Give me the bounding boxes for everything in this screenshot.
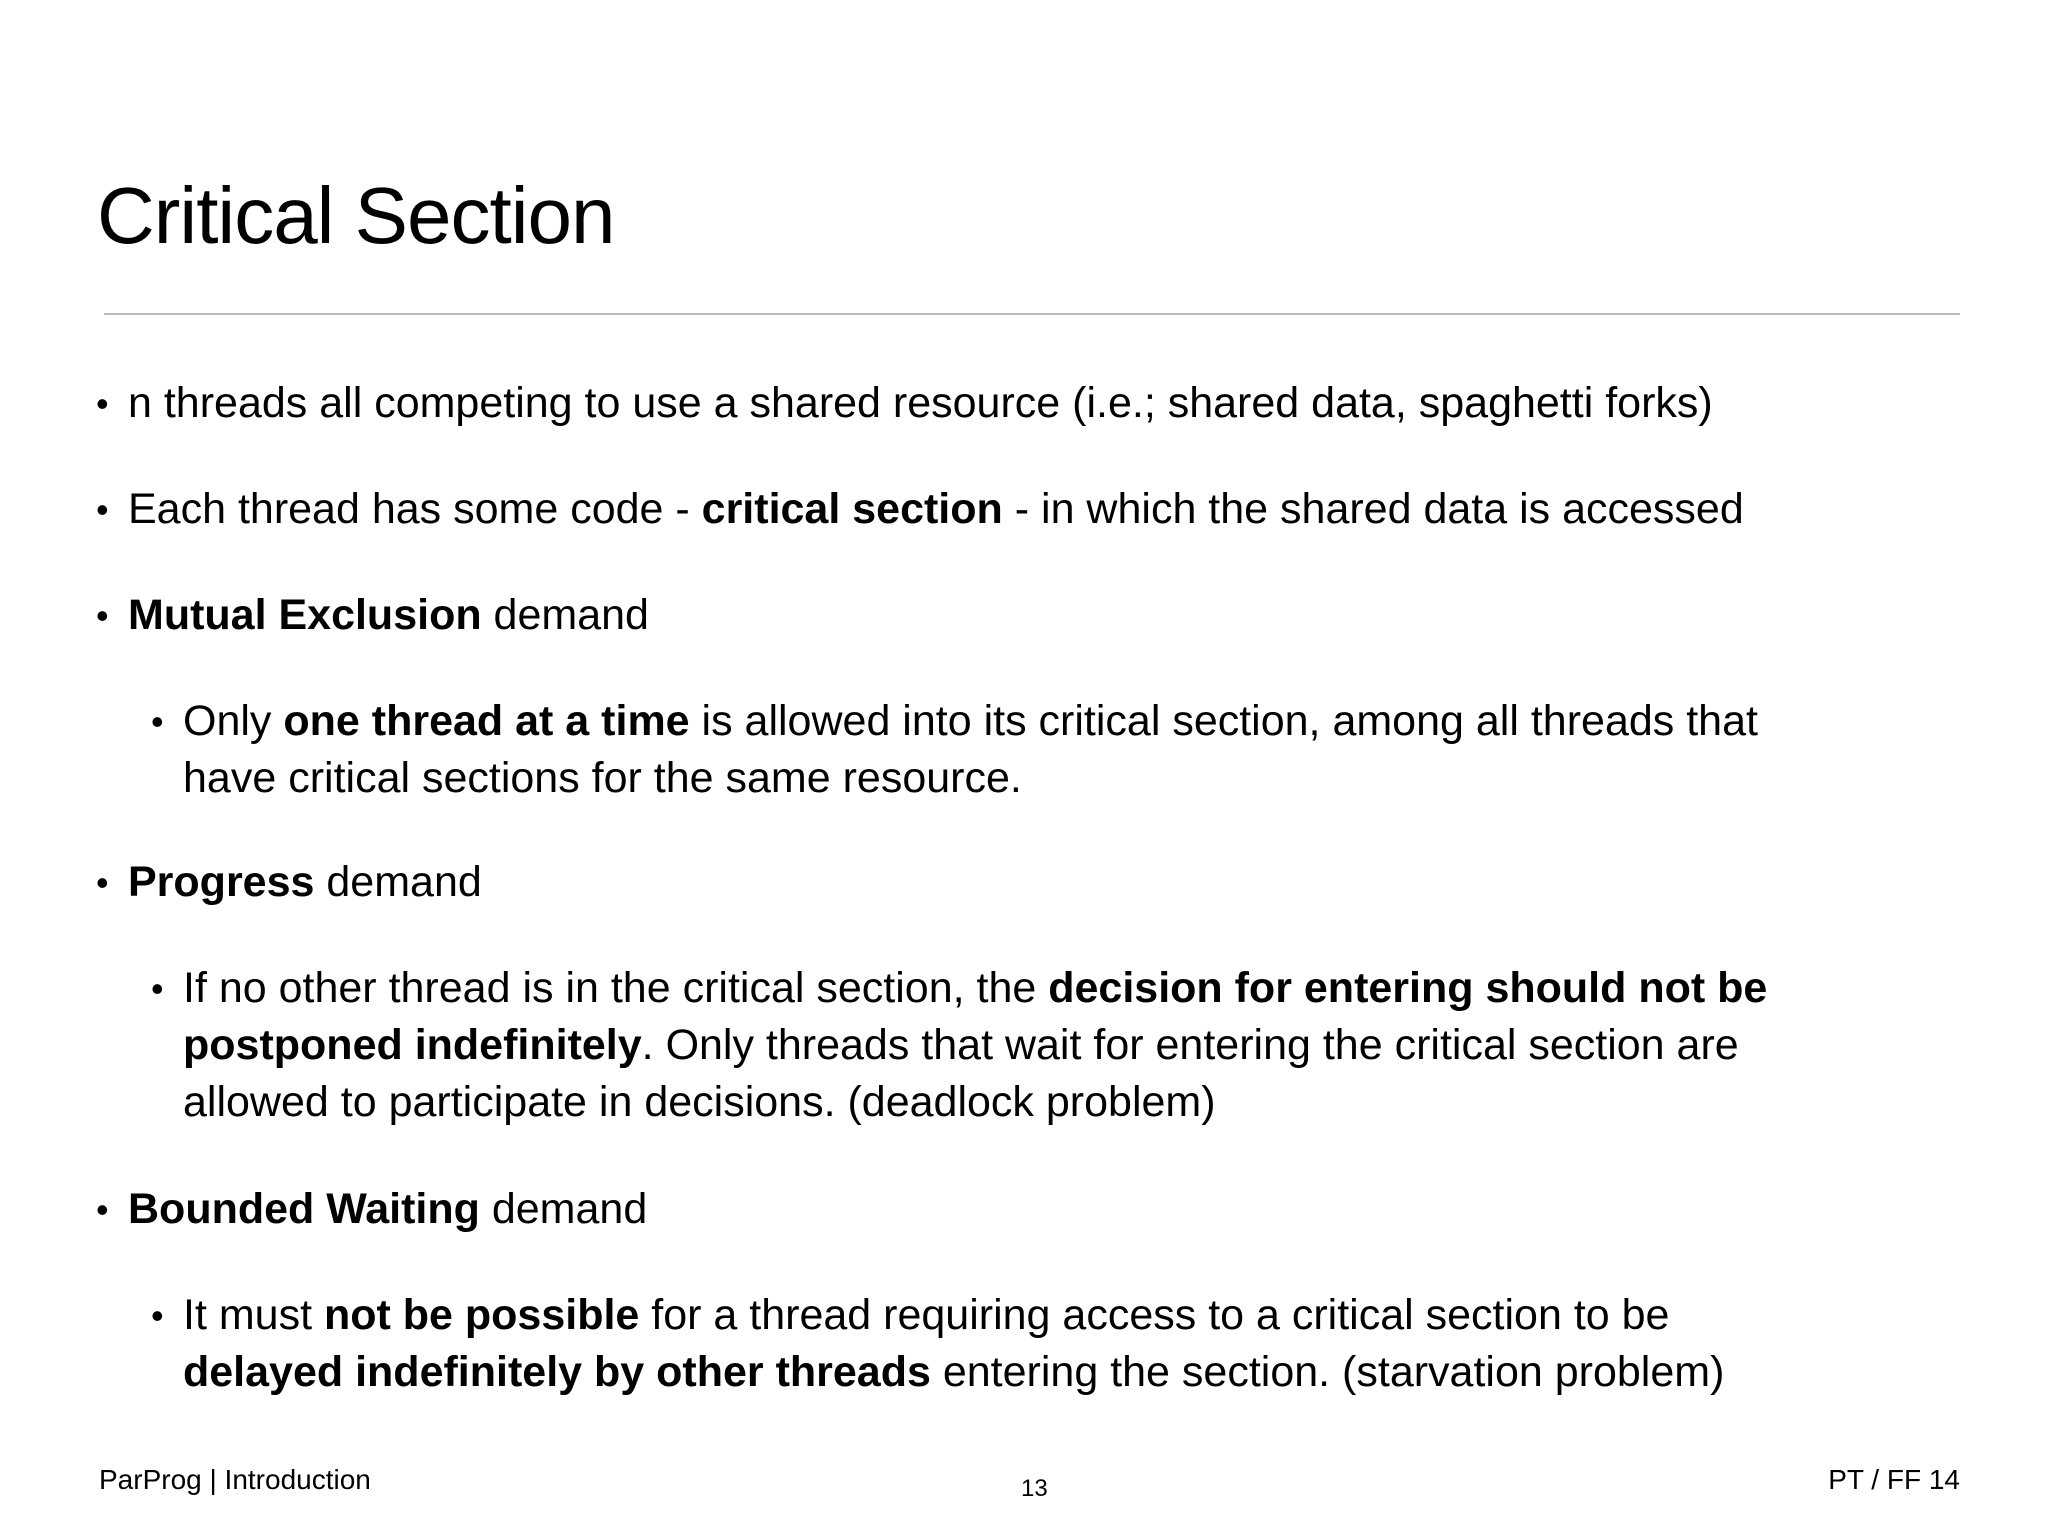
bullet-text: for a thread requiring access to a critical section to be [639,1291,1670,1339]
bullet-bold-text: Progress [128,858,315,906]
bullet-text: Each thread has some code - [128,485,702,533]
bullet-text: It must [183,1291,324,1339]
bullet-dot-icon: • [151,701,164,742]
bullet-text: entering the section. (starvation problem) [930,1348,1725,1396]
bullet-text: demand [479,1185,648,1233]
footer-course-label: ParProg | Introduction [99,1464,371,1495]
bullet-text: demand [314,858,482,906]
bullet-text: allowed to participate in decisions. (deadlock problem) [183,1078,1216,1126]
bullet-text: have critical sections for the same resource. [183,754,1022,802]
bullet-text: is allowed into its critical section, among all threads that [689,697,1758,745]
subbullet-one-thread [151,693,1758,807]
bullet-dot-icon: • [151,968,164,1009]
bullet-text: - in which the shared data is accessed [1002,485,1744,533]
bullet-bold-text: decision for entering should not be [1048,964,1768,1012]
slide-title: Critical Section [97,171,615,260]
bullet-dot-icon: • [96,595,109,636]
bullet-text: Only [183,697,284,745]
subbullet-decision [151,960,1768,1131]
subbullet-not-possible [151,1287,1725,1401]
bullet-dot-icon: • [96,383,109,424]
bullet-bold-text: Mutual Exclusion [128,591,482,639]
bullet-progress [96,854,482,911]
bullet-dot-icon: • [96,1189,109,1230]
bullet-bold-text: critical section [701,485,1003,533]
bullet-text: . Only threads that wait for entering the critical section are [641,1021,1739,1069]
bullet-critical-section [96,481,1744,538]
bullet-bounded-waiting [96,1181,648,1238]
bullet-text: If no other thread is in the critical section, the [183,964,1049,1012]
footer-page-number: 13 [1021,1475,1048,1502]
bullet-bold-text: delayed indefinitely by other threads [183,1348,931,1396]
bullet-bold-text: Bounded Waiting [128,1185,480,1233]
bullet-dot-icon: • [96,489,109,530]
bullet-dot-icon: • [151,1295,164,1336]
bullet-shared-resource [96,375,1713,432]
bullet-mutual-exclusion [96,587,649,644]
bullet-bold-text: postponed indefinitely [183,1021,642,1069]
bullet-text: demand [481,591,649,639]
footer-author-label: PT / FF 14 [1828,1464,1960,1495]
bullet-text: n threads all competing to use a shared resource (i.e.; shared data, spaghetti forks) [128,379,1713,427]
bullet-dot-icon: • [96,862,109,903]
bullet-bold-text: not be possible [323,1291,640,1339]
bullet-bold-text: one thread at a time [283,697,690,745]
